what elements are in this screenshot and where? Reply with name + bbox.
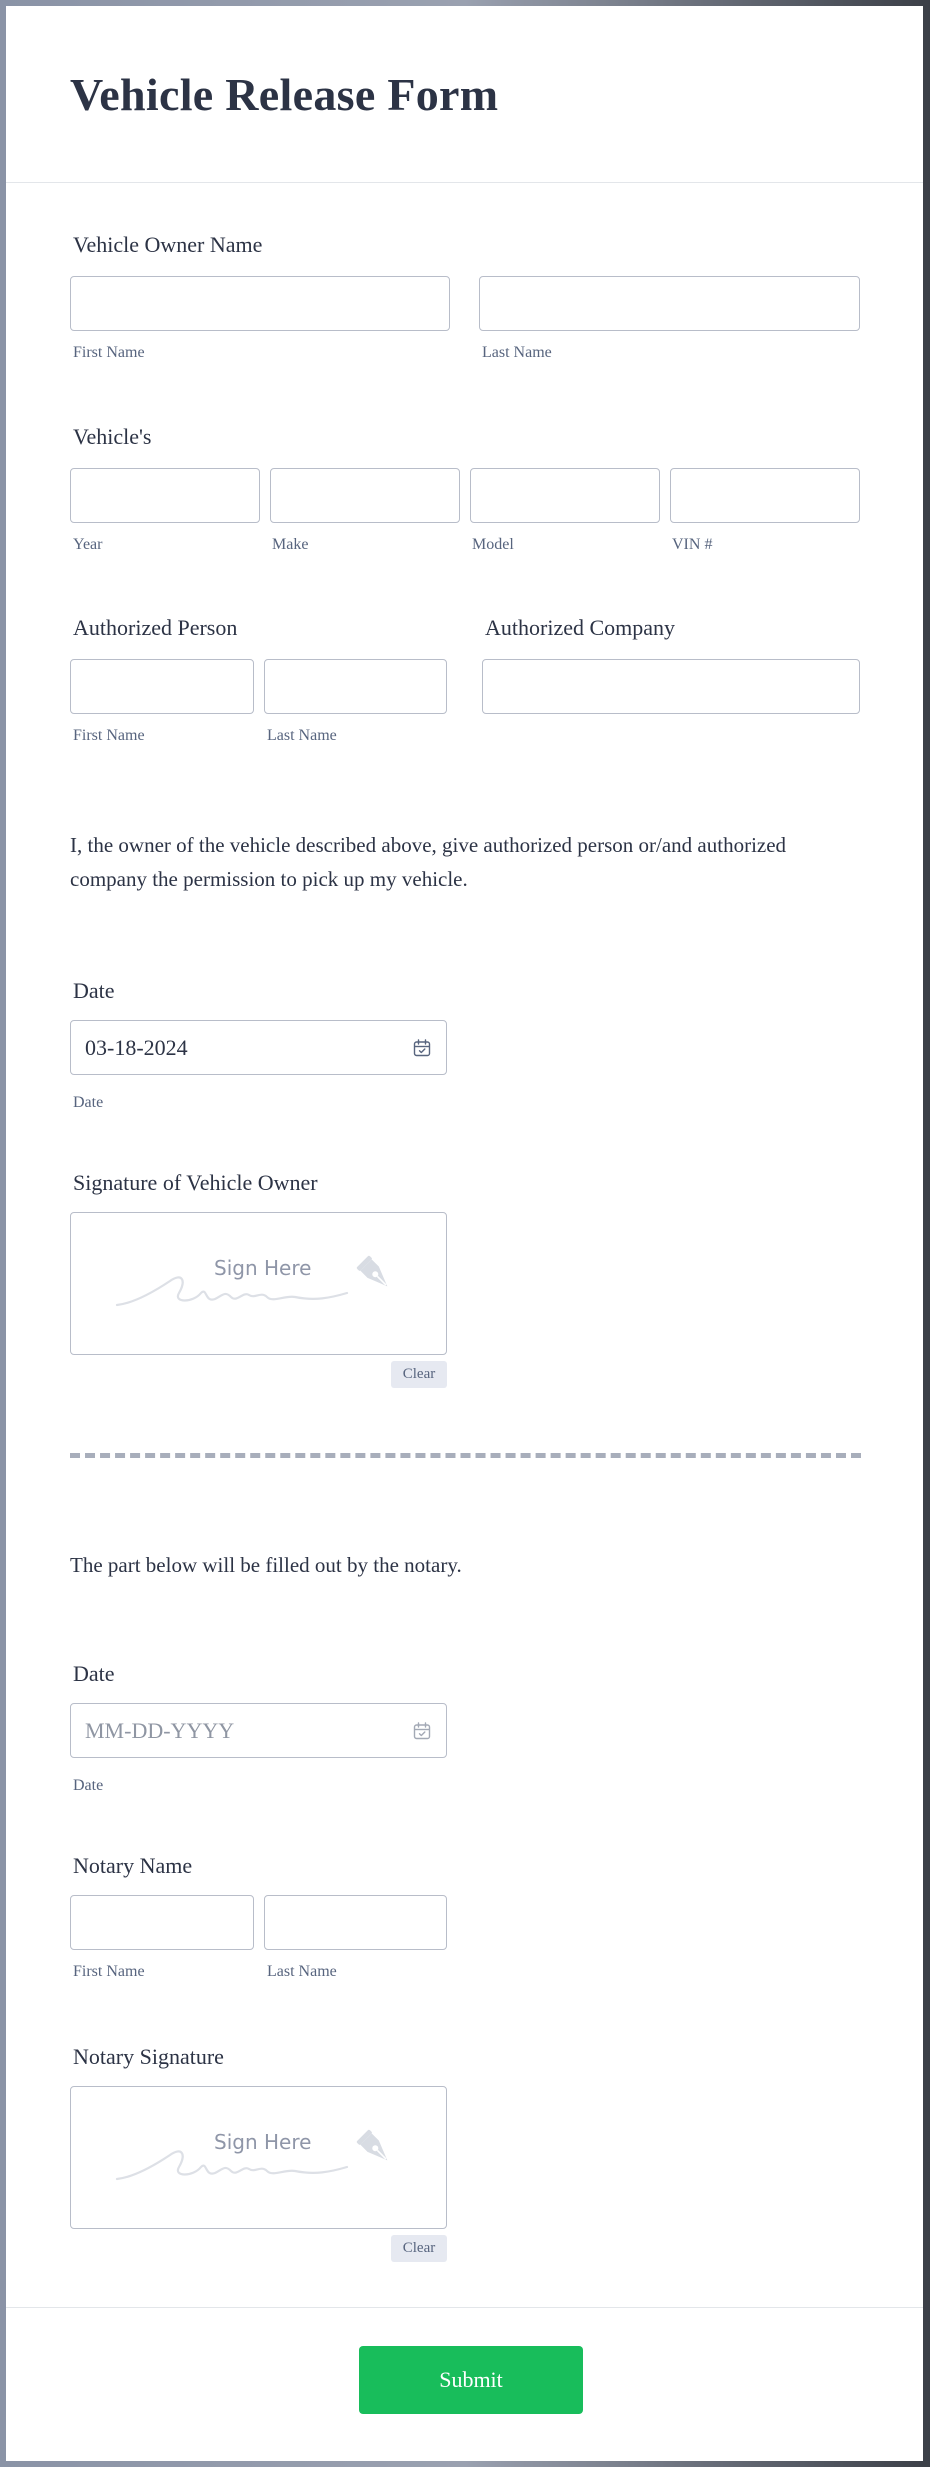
owner-date-label: Date [73,978,115,1003]
notary-last-name-input[interactable] [264,1895,447,1950]
owner-last-name-sublabel: Last Name [482,344,552,361]
vehicle-model-sublabel: Model [472,536,514,553]
pen-nib-icon [354,1253,398,1297]
vehicle-year-sublabel: Year [73,536,103,553]
vehicle-vin-sublabel: VIN # [672,536,713,553]
form-card [6,6,923,2461]
owner-name-label: Vehicle Owner Name [73,232,263,257]
sign-here-text: Sign Here [214,2130,312,2154]
vehicle-vin-input[interactable] [670,468,860,523]
footer-divider [6,2307,923,2308]
authorized-first-name-input[interactable] [70,659,254,714]
section-divider [70,1453,861,1458]
calendar-icon[interactable] [412,1038,432,1058]
authorized-company-input[interactable] [482,659,860,714]
notary-name-label: Notary Name [73,1853,193,1878]
vehicle-model-input[interactable] [470,468,660,523]
permission-paragraph [70,828,786,896]
sign-here-text: Sign Here [214,1256,312,1280]
notary-date-label: Date [73,1661,115,1686]
owner-first-name-input[interactable] [70,276,450,331]
notary-date-sublabel: Date [73,1777,104,1794]
owner-date-value: 03-18-2024 [85,1034,188,1060]
owner-last-name-input[interactable] [479,276,860,331]
pen-nib-icon [354,2127,398,2171]
authorized-last-name-input[interactable] [264,659,447,714]
notary-signature-pad[interactable] [70,2086,447,2229]
notary-first-name-input[interactable] [70,1895,254,1950]
authorized-person-label: Authorized Person [73,615,238,640]
owner-date-sublabel: Date [73,1094,104,1111]
permission-line-1: I, the owner of the vehicle described above, give authorized person or/and authorized [70,833,787,857]
owner-first-name-sublabel: First Name [73,344,145,361]
vehicle-make-sublabel: Make [272,536,309,553]
owner-date-input[interactable] [70,1020,447,1075]
notary-date-input[interactable] [70,1703,447,1758]
notary-date-placeholder: MM-DD-YYYY [85,1717,235,1743]
owner-signature-pad[interactable] [70,1212,447,1355]
form-header [6,6,923,183]
notary-signature-label: Notary Signature [73,2044,224,2069]
notary-last-name-sublabel: Last Name [267,1963,337,1980]
authorized-last-name-sublabel: Last Name [267,727,337,744]
vehicle-make-input[interactable] [270,468,460,523]
owner-signature-clear-button[interactable]: Clear [391,1361,447,1388]
authorized-company-label: Authorized Company [485,615,676,640]
authorized-first-name-sublabel: First Name [73,727,145,744]
permission-line-2: company the permission to pick up my vehicle. [70,867,468,891]
submit-button[interactable]: Submit [359,2346,583,2414]
vehicle-label: Vehicle's [73,424,152,449]
notary-signature-clear-button[interactable]: Clear [391,2235,447,2262]
form-title: Vehicle Release Form [70,69,499,120]
notary-note-text: The part below will be filled out by the notary. [70,1553,462,1577]
notary-first-name-sublabel: First Name [73,1963,145,1980]
vehicle-year-input[interactable] [70,468,260,523]
owner-signature-label: Signature of Vehicle Owner [73,1170,318,1195]
calendar-icon[interactable] [412,1721,432,1741]
